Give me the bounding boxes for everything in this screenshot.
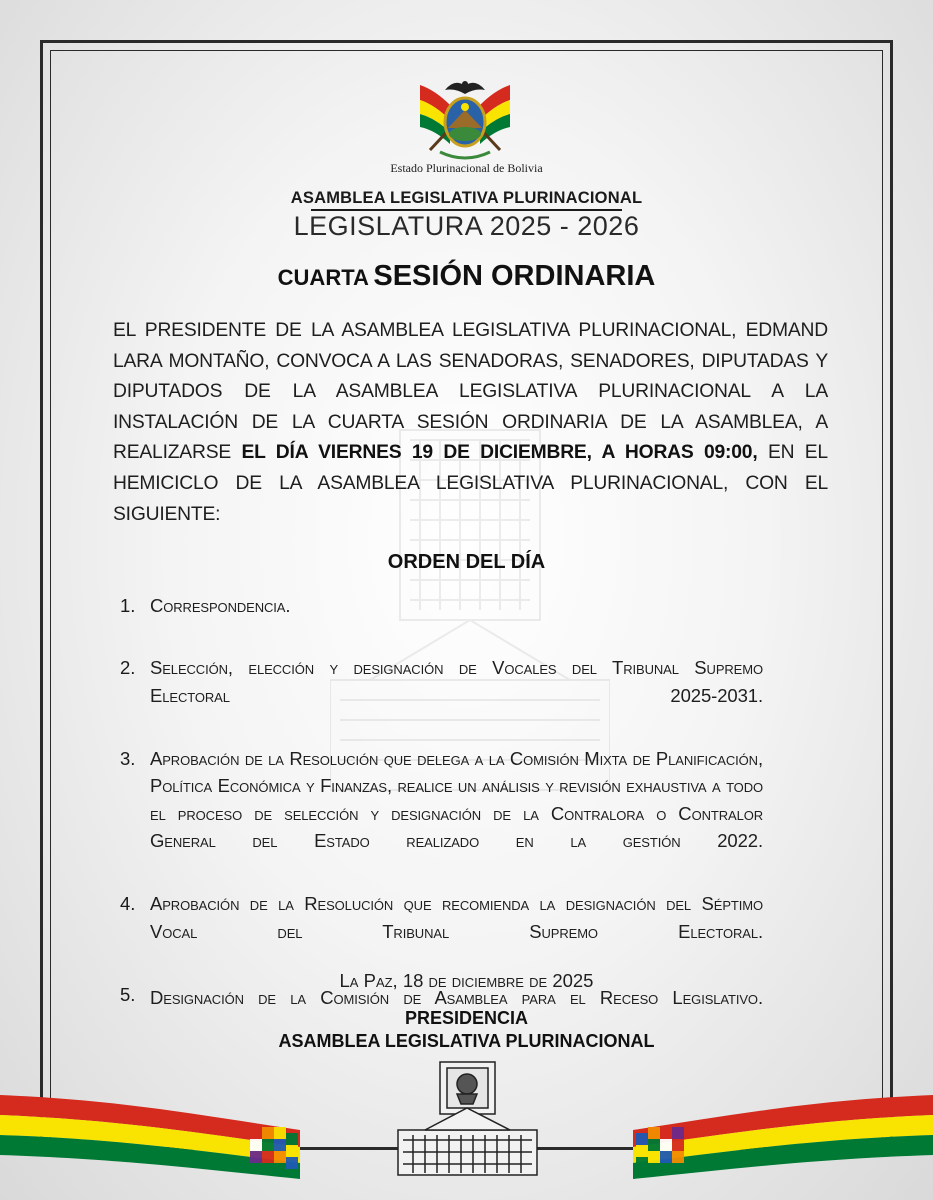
list-item	[120, 890, 763, 973]
state-name-caption: Estado Plurinacional de Bolivia	[390, 161, 543, 175]
list-item-number: 3.	[120, 747, 136, 769]
session-title	[0, 260, 933, 293]
convocation-intro: EL PRESIDENTE DE LA ASAMBLEA LEGISLATIVA PLURINACIONAL, EDMAND LARA MONTAÑO, CONVOCA A LAS SENADORAS, SENADORES, DIPUTADAS Y DIPUTADOS DE LA ASAMBLEA LEGISLATIVA PLURINACIONAL A LA INSTALACIÓN DE LA CUARTA SESIÓN ORDINARIA DE LA ASAMBLEA, A REALIZARSE	[113, 320, 828, 464]
convocation-date: EL DÍA VIERNES 19 DE DICIEMBRE, A HORAS 09:00,	[241, 442, 758, 464]
signature-line-2: ASAMBLEA LEGISLATIVA PLURINACIONAL	[278, 1031, 655, 1051]
list-item-number: 2.	[120, 657, 136, 678]
list-item-number: 5.	[120, 983, 136, 1005]
list-item-text: Aprobación de la Resolución que delega a la Comisión Mixta de Planificación, Política Económica y Finanzas, realice un análisis y revisión exhaustiva a todo el proceso de selección y designación de la Contralora o Contralor General del Estado realizado en la gestión 2022.	[150, 747, 763, 851]
signature-line-1: PRESIDENCIA	[404, 1008, 529, 1028]
list-item-number: 1.	[120, 595, 136, 616]
agenda-heading: ORDEN DEL DÍA	[387, 551, 546, 573]
list-item	[120, 745, 763, 883]
list-item	[120, 654, 763, 737]
session-title-part1: CUARTA	[277, 265, 369, 290]
session-title-part2: SESIÓN ORDINARIA	[373, 260, 656, 292]
assembly-building-icon	[395, 1060, 540, 1180]
list-item-text: Designación de la Comisión de Asamblea para el Receso Legislativo.	[150, 986, 763, 1008]
list-item-text: Correspondencia.	[150, 595, 291, 616]
convocation-paragraph	[113, 316, 828, 530]
coat-of-arms-icon	[410, 60, 520, 170]
list-item-number: 4.	[120, 893, 136, 914]
list-item-text: Selección, elección y designación de Vocales del Tribunal Supremo Electoral 2025-2031.	[150, 657, 763, 706]
assembly-name: ASAMBLEA LEGISLATIVA PLURINACIONAL	[290, 189, 643, 207]
list-item	[120, 592, 763, 647]
convocation-outro: EN EL HEMICICLO DE LA ASAMBLEA LEGISLATIVA PLURINACIONAL, CON EL SIGUIENTE:	[113, 442, 828, 525]
legislature-period: LEGISLATURA 2025 - 2026	[293, 211, 640, 241]
place-and-date: La Paz, 18 de diciembre de 2025	[339, 970, 594, 991]
list-item-text: Aprobación de la Resolución que recomienda la designación del Séptimo Vocal del Tribunal Supremo Electoral.	[150, 893, 763, 942]
